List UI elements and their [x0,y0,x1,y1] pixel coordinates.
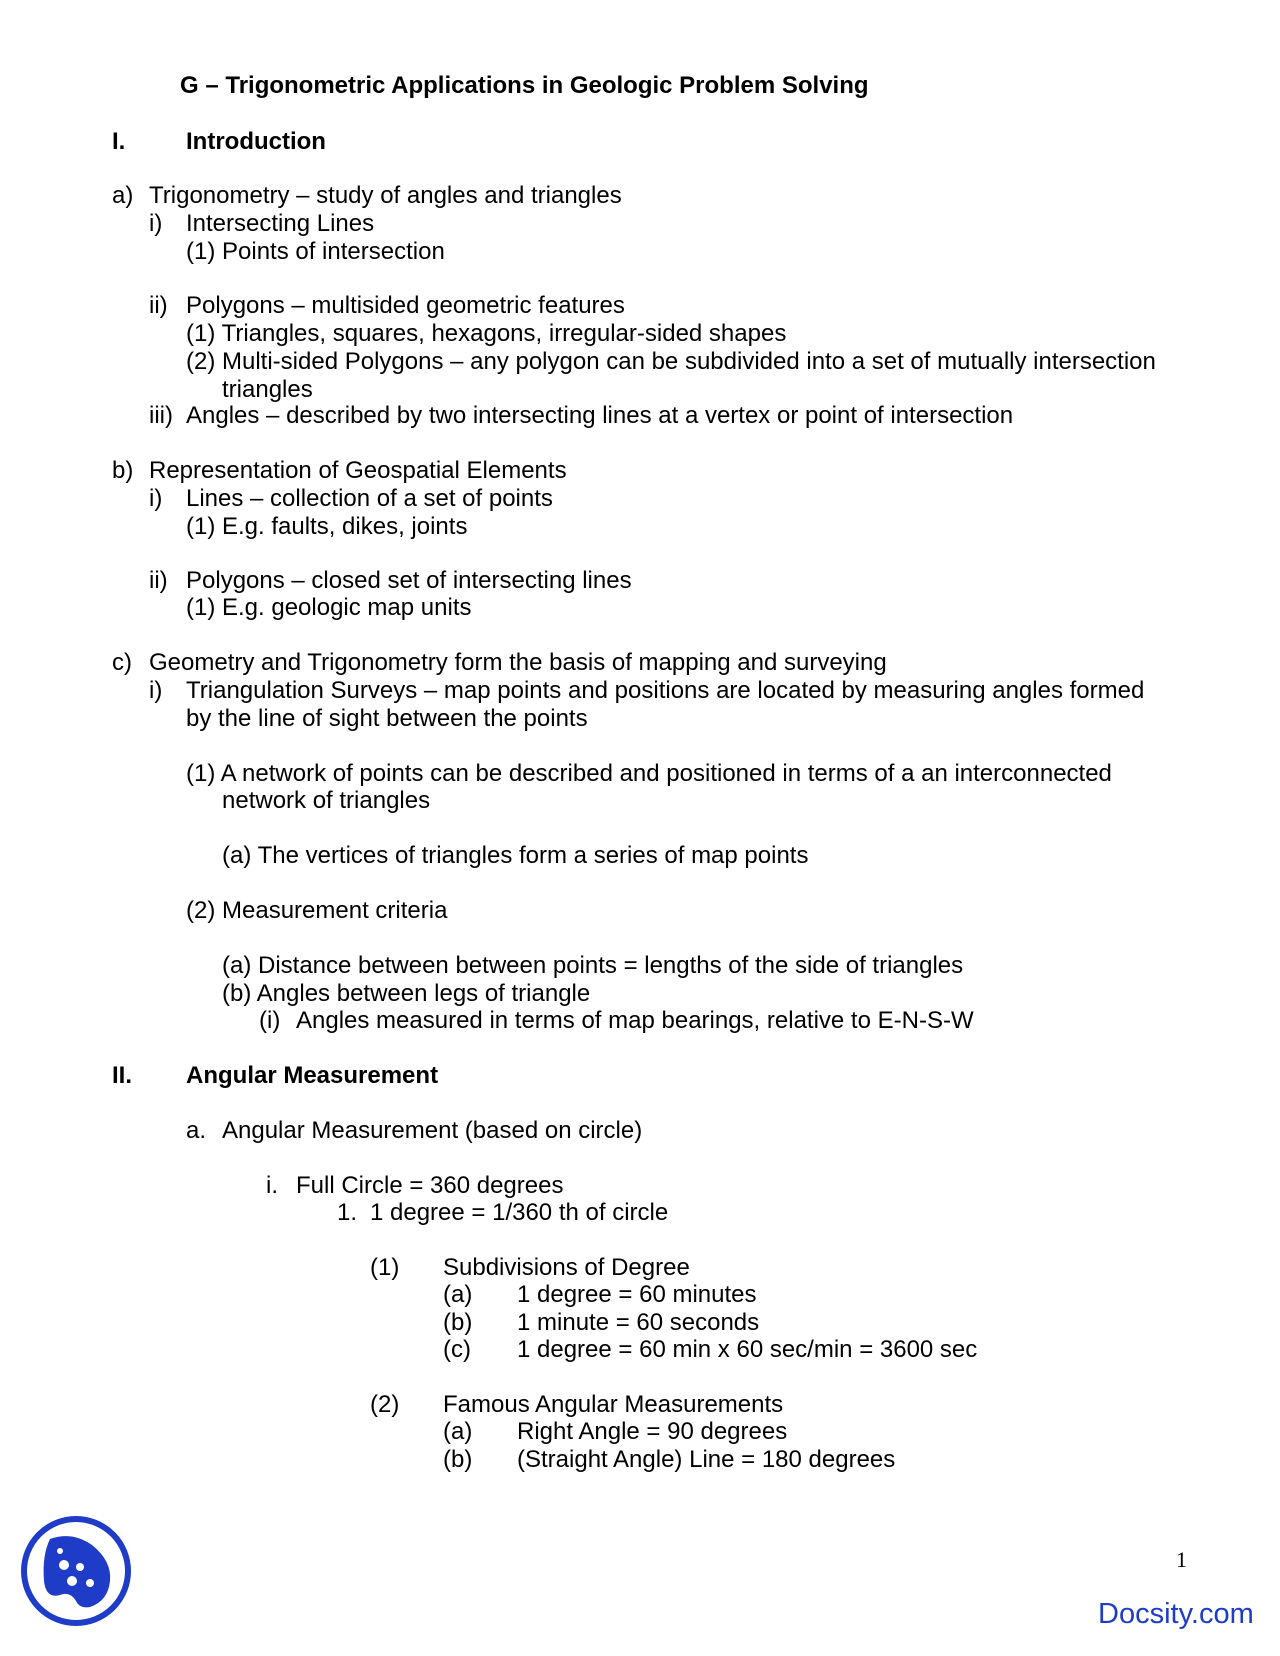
item-a-iii-text: Angles – described by two intersecting lines at a vertex or point of intersection [186,402,1014,429]
section-1-marker: I. [112,128,126,155]
item-a-i-marker: i) [149,210,163,237]
subdivision-row-marker: (c) [443,1336,471,1363]
item-a-ii-1: (1) Triangles, squares, hexagons, irregular-sided shapes [186,320,787,347]
famous-angle-row-marker: (b) [443,1446,473,1473]
section-2-heading: Angular Measurement [186,1062,439,1089]
item-c-i-1-cont: network of triangles [222,787,431,814]
item-c-text: Geometry and Trigonometry form the basis of mapping and surveying [149,649,887,676]
item-b-text: Representation of Geospatial Elements [149,457,567,484]
item-c-i-2-a: (a) Distance between between points = lengths of the side of triangles [222,952,964,979]
item-c-i-1: (1) A network of points can be described and positioned in terms of a an interconnected [186,760,1112,787]
section-2-i-marker: i. [266,1172,278,1199]
famous-angles-text: Famous Angular Measurements [443,1391,784,1418]
item-c-i-2: (2) Measurement criteria [186,897,448,924]
famous-angle-row-text: (Straight Angle) Line = 180 degrees [517,1446,896,1473]
page-title: G – Trigonometric Applications in Geologic Problem Solving [180,72,869,99]
page-number: 1 [1176,1547,1187,1572]
docsity-logo-icon [20,1515,132,1627]
subdivisions-marker: (1) [370,1254,400,1281]
item-a-ii-marker: ii) [149,292,168,319]
section-1-heading: Introduction [186,128,326,155]
section-2-marker: II. [112,1062,133,1089]
item-a-iii-marker: iii) [149,402,173,429]
item-c-i-line2: by the line of sight between the points [186,705,588,732]
item-b-ii-1: (1) E.g. geologic map units [186,594,472,621]
subdivision-row-marker: (a) [443,1281,473,1308]
item-a-ii-2: (2) Multi-sided Polygons – any polygon can be subdivided into a set of mutually intersection [186,348,1156,375]
item-b-marker: b) [112,457,134,484]
item-c-i-2-b: (b) Angles between legs of triangle [222,980,591,1007]
subdivisions-text: Subdivisions of Degree [443,1254,690,1281]
item-a-i-1: (1) Points of intersection [186,238,445,265]
item-c-i-2-b-i-text: Angles measured in terms of map bearings, relative to E-N-S-W [296,1007,974,1034]
section-2-1-text: 1 degree = 1/360 th of circle [370,1199,669,1226]
subdivision-row-text: 1 degree = 60 minutes [517,1281,757,1308]
item-c-i-2-b-i-marker: (i) [259,1007,281,1034]
section-2-1-marker: 1. [337,1199,358,1226]
brand-domain: .com [1190,1598,1254,1630]
item-a-ii-2-cont: triangles [222,376,313,403]
docsity-brand[interactable] [1098,1598,1254,1631]
item-a-text: Trigonometry – study of angles and triangles [149,182,622,209]
item-a-i-text: Intersecting Lines [186,210,375,237]
item-c-i-line1: Triangulation Surveys – map points and positions are located by measuring angles formed [186,677,1145,704]
famous-angle-row-marker: (a) [443,1418,473,1445]
famous-angle-row-text: Right Angle = 90 degrees [517,1418,788,1445]
item-a-marker: a) [112,182,134,209]
item-b-i-1: (1) E.g. faults, dikes, joints [186,513,468,540]
subdivision-row-marker: (b) [443,1309,473,1336]
item-b-ii-marker: ii) [149,567,168,594]
item-c-i-marker: i) [149,677,163,704]
item-a-ii-text: Polygons – multisided geometric features [186,292,625,319]
item-c-marker: c) [112,649,132,676]
subdivision-row-text: 1 minute = 60 seconds [517,1309,760,1336]
section-2-a-text: Angular Measurement (based on circle) [222,1117,643,1144]
section-2-i-text: Full Circle = 360 degrees [296,1172,564,1199]
item-b-i-text: Lines – collection of a set of points [186,485,553,512]
item-b-i-marker: i) [149,485,163,512]
famous-angles-marker: (2) [370,1391,400,1418]
item-c-i-1-a: (a) The vertices of triangles form a series of map points [222,842,809,869]
section-2-a-marker: a. [186,1117,207,1144]
item-b-ii-text: Polygons – closed set of intersecting lines [186,567,632,594]
brand-name: Docsity [1098,1598,1191,1630]
subdivision-row-text: 1 degree = 60 min x 60 sec/min = 3600 sec [517,1336,978,1363]
